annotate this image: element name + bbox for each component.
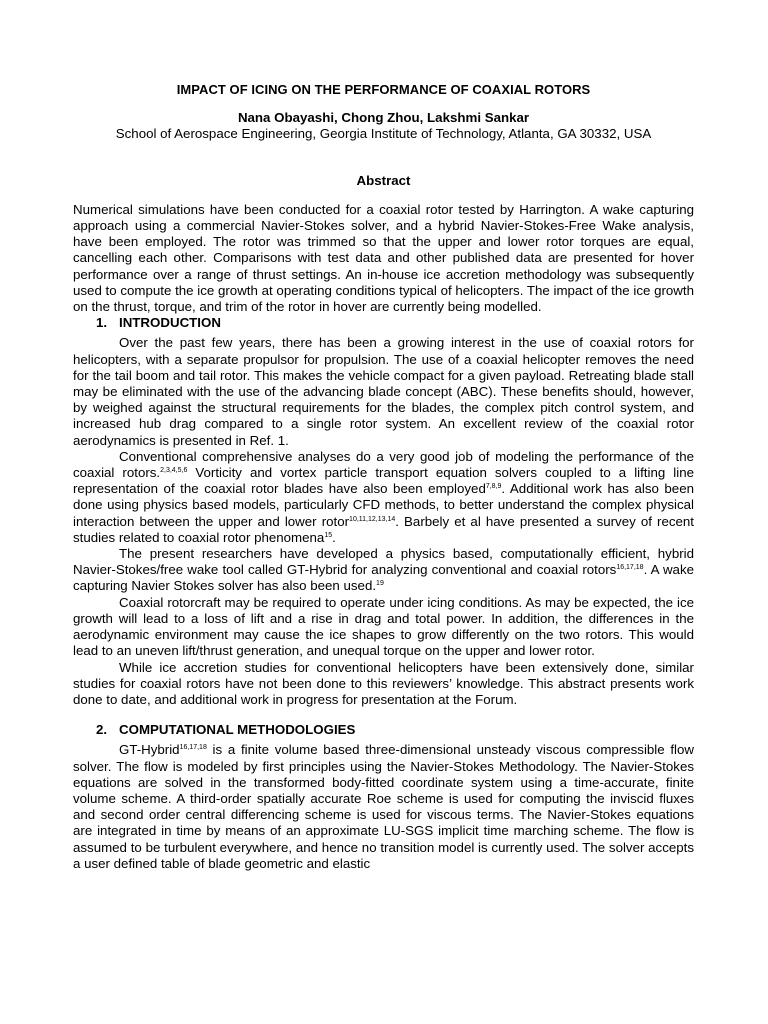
paper-authors: Nana Obayashi, Chong Zhou, Lakshmi Sankar xyxy=(237,110,530,126)
citation-marker: 16,17,18 xyxy=(616,564,644,572)
paper-title: IMPACT OF ICING ON THE PERFORMANCE OF COAXIAL ROTORS xyxy=(176,82,591,97)
text-run: Coaxial rotorcraft may be required to operate under icing conditions. As may be expected, the ice growth will lead to a loss of lift and a rise in drag and total power. In addition, the differences in the aerodynamic environment may cause the ice shapes to grow differently on the two rotors. This would lead to an uneven lift/thrust generation, and unequal torque on the upper and lower rotor. xyxy=(73,594,694,659)
paragraph xyxy=(73,335,694,448)
text-run: . Additional work has also been done using physics based models, particularly CFD methods, to better understand the complex physical interaction between the upper and lower rotor xyxy=(73,481,694,529)
text-run: . A wake capturing Navier Stokes solver has also been used. xyxy=(73,562,694,594)
paper-page xyxy=(73,82,694,872)
section-number: 1. xyxy=(96,315,108,331)
citation-marker: 2,3,4,5,6 xyxy=(160,467,188,475)
section-heading-introduction xyxy=(73,315,694,331)
paragraph xyxy=(73,449,694,546)
text-run: The present researchers have developed a physics based, computationally efficient, hybrid Navier-Stokes/free wake tool called GT-Hybrid for analyzing conventional and coaxial rotors xyxy=(73,546,694,578)
section-number: 2. xyxy=(96,722,108,738)
text-run: GT-Hybrid xyxy=(119,742,180,758)
citation-marker: 19 xyxy=(376,580,384,588)
text-run: Over the past few years, there has been a growing interest in the use of coaxial rotors for helicopters, with a separate propulsor for propulsion. The use of a coaxial helicopter removes the need for the tail boom and tail rotor. This makes the vehicle compact for a given payload. Retreating blade stall may be eliminated with the use of the advancing blade concept (ABC). These benefits should, however, by weighed against the structural requirements for the blades, the complex pitch control system, and increased hub drag compared to a single rotor system. An excellent review of the coaxial rotor aerodynamics is presented in Ref. 1. xyxy=(73,335,694,448)
paragraph xyxy=(73,660,694,709)
text-run: is a finite volume based three-dimensional unsteady viscous compressible flow solver. The flow is modeled by first principles using the Navier-Stokes Methodology. The Navier-Stokes equations are solved in the transformed body-fitted coordinate system using a time-accurate, finite volume scheme. A third-order spatially accurate Roe scheme is used for computing the inviscid fluxes and second order central differencing scheme is used for viscous terms. The Navier-Stokes equations are integrated in time by means of an approximate LU-SGS implicit time marching scheme. The flow is assumed to be turbulent everywhere, and hence no transition model is currently used. The solver accepts a user defined table of blade geometric and elastic xyxy=(73,742,694,871)
citation-marker: 7,8,9 xyxy=(485,483,502,491)
section-title: COMPUTATIONAL METHODOLOGIES xyxy=(119,722,356,738)
abstract-text: Numerical simulations have been conducted for a coaxial rotor tested by Harrington. A wake capturing approach using a commercial Navier-Stokes solver, and a hybrid Navier-Stokes-Free Wake analysis, have been employed. The rotor was trimmed so that the upper and lower rotor torques are equal, cancelling each other. Comparisons with test data and other published data are presented for hover performance over a range of thrust settings. An in-house ice accretion methodology was subsequently used to compute the ice growth at operating conditions typical of helicopters. The impact of the ice growth on the thrust, torque, and trim of the rotor in hover are currently being modelled. xyxy=(73,201,694,315)
citation-marker: 10,11,12,13,14 xyxy=(349,515,396,523)
paragraph xyxy=(73,742,694,872)
paragraph xyxy=(73,595,694,660)
section-heading-computational-methodologies xyxy=(73,722,694,738)
text-run: . xyxy=(332,529,336,545)
paper-affiliation: School of Aerospace Engineering, Georgia Institute of Technology, Atlanta, GA 30332, USA xyxy=(115,126,652,142)
text-run: Conventional comprehensive analyses do a very good job of modeling the performance of the coaxial rotors. xyxy=(73,448,694,481)
citation-marker: 16,17,18 xyxy=(179,744,207,752)
text-run: While ice accretion studies for conventional helicopters have been extensively done, similar studies for coaxial rotors have not been done to this reviewers’ knowledge. This abstract presents work done to date, and additional work in progress for presentation at the Forum. xyxy=(73,659,694,707)
text-run: Vorticity and vortex particle transport equation solvers coupled to a lifting line representation of the coaxial rotor blades have also been employed xyxy=(73,465,694,497)
text-run: . Barbely et al have presented a survey of recent studies related to coaxial rotor phenomena xyxy=(73,513,694,545)
citation-marker: 15 xyxy=(324,531,333,539)
paragraph xyxy=(73,546,694,595)
section-title: INTRODUCTION xyxy=(119,315,221,331)
abstract-heading: Abstract xyxy=(356,172,411,188)
